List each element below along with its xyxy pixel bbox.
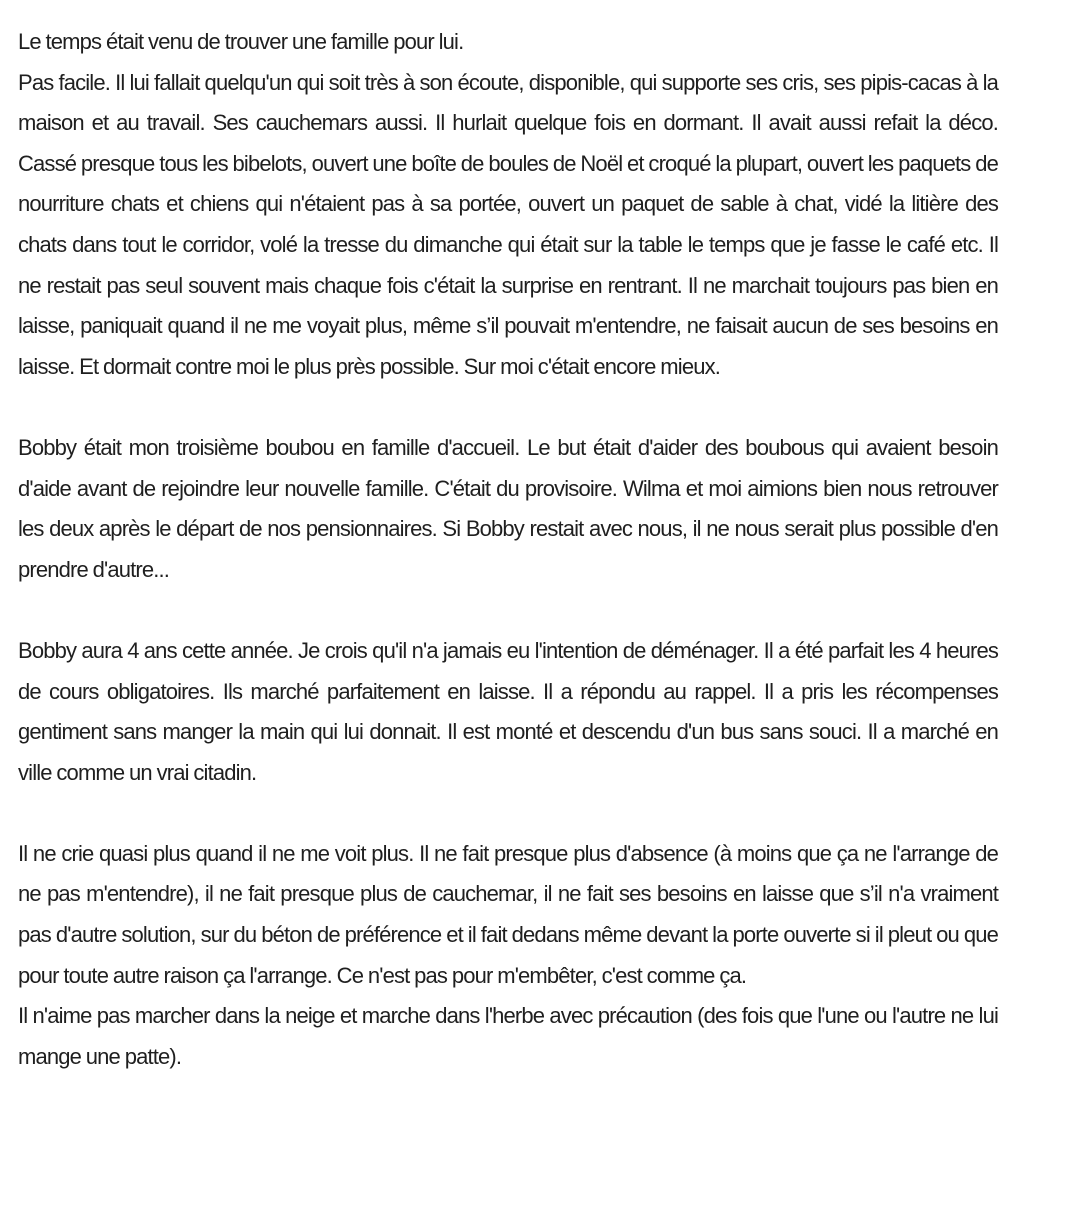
paragraph-spacer [18, 387, 998, 428]
paragraph-foster-family: Bobby était mon troisième boubou en famille d'accueil. Le but était d'aider des boubous qui avaient besoin d'aide avant de rejoindre leur nouvelle famille. C'était du provisoire. Wilma et moi aimions bien nous retrouver les deux après le départ de nos pensionnaires. Si Bobby restait avec nous, il ne nous serait plus possible d'en prendre d'autre... [18, 434, 998, 582]
paragraph-spacer [18, 590, 998, 631]
paragraph-difficulties: Pas facile. Il lui fallait quelqu'un qui soit très à son écoute, disponible, qui supporte ses cris, ses pipis-cacas à la maison et au travail. Ses cauchemars aussi. Il hurlait quelque fois en dormant. Il avait aussi refait la déco. Cassé presque tous les bibelots, ouvert une boîte de boules de Noël et croqué la plupart, ouvert les paquets de nourriture chats et chiens qui n'étaient pas à sa portée, ouvert un paquet de sable à chat, vidé la litière des chats dans tout le corridor, volé la tresse du dimanche qui était sur la table le temps que je fasse le café etc. Il ne restait pas seul souvent mais chaque fois c'était la surprise en rentrant. Il ne marchait toujours pas bien en laisse, paniquait quand il ne me voyait plus, même s’il pouvait m'entendre, ne faisait aucun de ses besoins en laisse. Et dormait contre moi le plus près possible. Sur moi c'était encore mieux. [18, 69, 998, 379]
paragraph-spacer [18, 793, 998, 834]
paragraph-training: Bobby aura 4 ans cette année. Je crois qu'il n'a jamais eu l'intention de déménager. Il a été parfait les 4 heures de cours obligatoires. Ils marché parfaitement en laisse. Il a répondu au rappel. Il a pris les récompenses gentiment sans manger la main qui lui donnait. Il est monté et descendu d'un bus sans souci. Il a marché en ville comme un vrai citadin. [18, 637, 998, 785]
paragraph-progress: Il ne crie quasi plus quand il ne me voit plus. Il ne fait presque plus d'absence (à moins que ça ne l'arrange de ne pas m'entendre), il ne fait presque plus de cauchemar, il ne fait ses besoins en laisse que s’il n'a vraiment pas d'autre solution, sur du béton de préférence et il fait dedans même devant la porte ouverte si il pleut ou que pour toute autre raison ça l'arrange. Ce n'est pas pour m'embêter, c'est comme ça. [18, 840, 998, 988]
document-page [18, 22, 998, 1077]
paragraph-snow-grass: Il n'aime pas marcher dans la neige et marche dans l'herbe avec précaution (des fois que l'une ou l'autre ne lui mange une patte). [18, 1003, 998, 1069]
paragraph-intro: Le temps était venu de trouver une famille pour lui. [18, 29, 464, 54]
